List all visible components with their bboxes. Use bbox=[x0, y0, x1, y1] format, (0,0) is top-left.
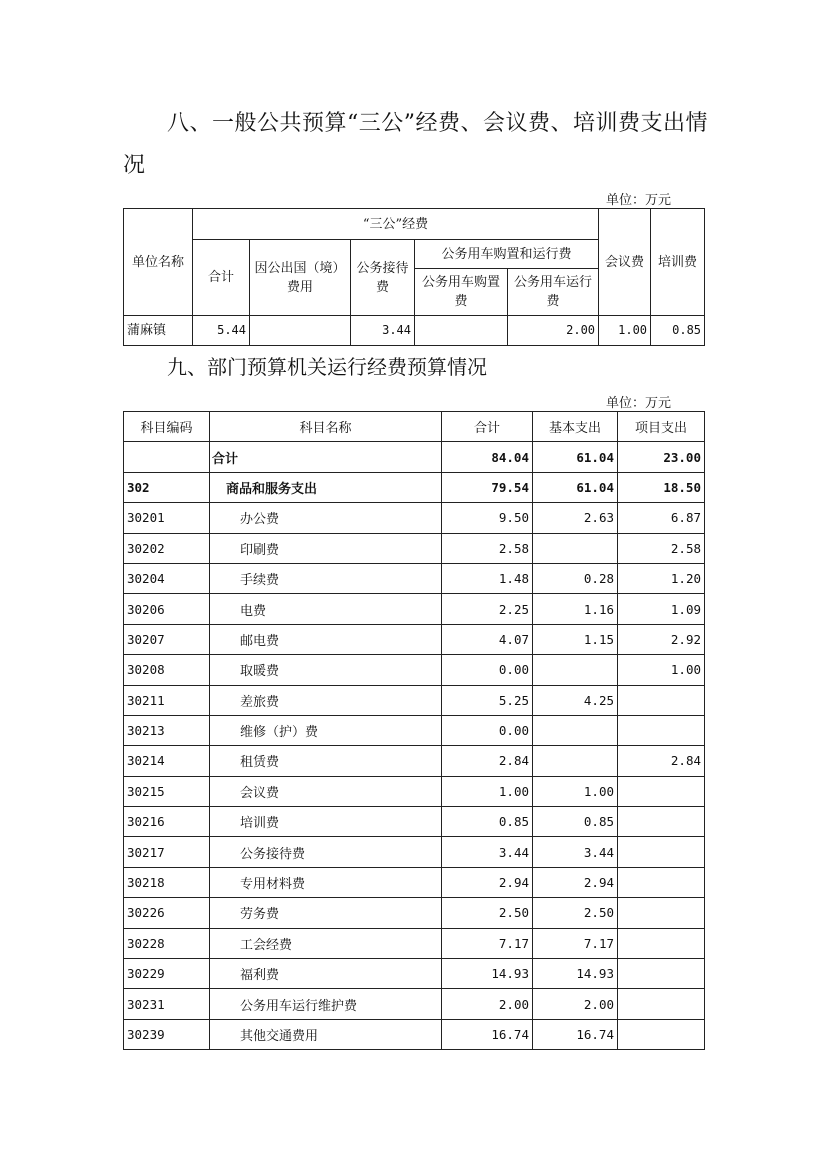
cell-reception: 3.44 bbox=[351, 316, 415, 346]
table-row bbox=[124, 898, 705, 928]
section8-title: 八、一般公共预算“三公”经费、会议费、培训费支出情况 bbox=[123, 111, 708, 178]
cell-basic bbox=[533, 746, 618, 776]
cell-basic: 7.17 bbox=[533, 928, 618, 958]
cell-basic: 61.04 bbox=[533, 442, 618, 472]
cell-total: 2.58 bbox=[442, 533, 533, 563]
cell-basic: 0.28 bbox=[533, 563, 618, 593]
table-row bbox=[124, 472, 705, 502]
table-row bbox=[124, 624, 705, 654]
header-basic: 基本支出 bbox=[533, 412, 618, 442]
cell-project: 1.09 bbox=[618, 594, 705, 624]
cell-code: 30213 bbox=[124, 715, 210, 745]
table-row bbox=[124, 563, 705, 593]
cell-project bbox=[618, 928, 705, 958]
cell-vehicle-run: 2.00 bbox=[508, 316, 599, 346]
cell-total: 2.25 bbox=[442, 594, 533, 624]
cell-project bbox=[618, 776, 705, 806]
header-total: 合计 bbox=[442, 412, 533, 442]
cell-name: 工会经费 bbox=[210, 928, 442, 958]
cell-basic: 2.50 bbox=[533, 898, 618, 928]
cell-code: 30217 bbox=[124, 837, 210, 867]
cell-code: 30202 bbox=[124, 533, 210, 563]
cell-abroad bbox=[250, 316, 351, 346]
cell-code: 30206 bbox=[124, 594, 210, 624]
cell-basic: 0.85 bbox=[533, 807, 618, 837]
cell-name: 电费 bbox=[210, 594, 442, 624]
header-reception: 公务接待费 bbox=[351, 240, 415, 316]
cell-basic: 16.74 bbox=[533, 1019, 618, 1049]
table-row bbox=[124, 959, 705, 989]
table-row bbox=[124, 316, 705, 346]
cell-code: 302 bbox=[124, 472, 210, 502]
cell-basic bbox=[533, 533, 618, 563]
cell-name: 福利费 bbox=[210, 959, 442, 989]
cell-code: 30218 bbox=[124, 867, 210, 897]
cell-total: 0.00 bbox=[442, 715, 533, 745]
cell-project bbox=[618, 959, 705, 989]
cell-name: 专用材料费 bbox=[210, 867, 442, 897]
cell-name: 手续费 bbox=[210, 563, 442, 593]
cell-project bbox=[618, 715, 705, 745]
cell-code: 30216 bbox=[124, 807, 210, 837]
header-sangong: “三公”经费 bbox=[193, 209, 599, 240]
cell-total: 2.84 bbox=[442, 746, 533, 776]
cell-total: 3.44 bbox=[442, 837, 533, 867]
table-row bbox=[124, 655, 705, 685]
cell-project: 18.50 bbox=[618, 472, 705, 502]
cell-name: 培训费 bbox=[210, 807, 442, 837]
cell-basic: 1.16 bbox=[533, 594, 618, 624]
cell-name: 商品和服务支出 bbox=[210, 472, 442, 502]
table-row bbox=[124, 1019, 705, 1049]
cell-basic: 1.15 bbox=[533, 624, 618, 654]
cell-project: 2.84 bbox=[618, 746, 705, 776]
cell-project bbox=[618, 867, 705, 897]
table-row bbox=[124, 442, 705, 472]
cell-total: 5.25 bbox=[442, 685, 533, 715]
cell-project bbox=[618, 837, 705, 867]
cell-basic: 3.44 bbox=[533, 837, 618, 867]
cell-project: 6.87 bbox=[618, 503, 705, 533]
cell-code bbox=[124, 442, 210, 472]
cell-name: 其他交通费用 bbox=[210, 1019, 442, 1049]
sangong-table bbox=[123, 208, 705, 346]
cell-name: 办公费 bbox=[210, 503, 442, 533]
table-row bbox=[124, 715, 705, 745]
cell-total: 5.44 bbox=[193, 316, 250, 346]
cell-project bbox=[618, 898, 705, 928]
header-vehicle-run: 公务用车运行费 bbox=[508, 269, 599, 316]
cell-code: 30207 bbox=[124, 624, 210, 654]
cell-code: 30215 bbox=[124, 776, 210, 806]
section9-title: 九、部门预算机关运行经费预算情况 bbox=[167, 355, 487, 379]
cell-total: 1.48 bbox=[442, 563, 533, 593]
cell-name: 合计 bbox=[210, 442, 442, 472]
table-row bbox=[124, 685, 705, 715]
cell-project bbox=[618, 807, 705, 837]
cell-total: 0.85 bbox=[442, 807, 533, 837]
cell-project: 1.20 bbox=[618, 563, 705, 593]
cell-total: 7.17 bbox=[442, 928, 533, 958]
cell-basic: 2.00 bbox=[533, 989, 618, 1019]
header-code: 科目编码 bbox=[124, 412, 210, 442]
cell-code: 30229 bbox=[124, 959, 210, 989]
header-project: 项目支出 bbox=[618, 412, 705, 442]
cell-code: 30239 bbox=[124, 1019, 210, 1049]
table-row bbox=[124, 776, 705, 806]
cell-total: 2.00 bbox=[442, 989, 533, 1019]
cell-project bbox=[618, 685, 705, 715]
table-row bbox=[124, 807, 705, 837]
table-row bbox=[124, 533, 705, 563]
cell-total: 2.50 bbox=[442, 898, 533, 928]
table-row bbox=[124, 989, 705, 1019]
cell-name: 印刷费 bbox=[210, 533, 442, 563]
cell-project bbox=[618, 989, 705, 1019]
cell-name: 邮电费 bbox=[210, 624, 442, 654]
cell-code: 30208 bbox=[124, 655, 210, 685]
table-row bbox=[124, 837, 705, 867]
cell-name: 会议费 bbox=[210, 776, 442, 806]
cell-name: 公务接待费 bbox=[210, 837, 442, 867]
cell-total: 2.94 bbox=[442, 867, 533, 897]
cell-project: 23.00 bbox=[618, 442, 705, 472]
cell-project: 1.00 bbox=[618, 655, 705, 685]
header-abroad: 因公出国（境）费用 bbox=[250, 240, 351, 316]
cell-basic: 2.94 bbox=[533, 867, 618, 897]
cell-project: 2.92 bbox=[618, 624, 705, 654]
section9-unit: 单位：万元 bbox=[605, 396, 671, 411]
header-vehicle-group: 公务用车购置和运行费 bbox=[415, 240, 599, 269]
table-row bbox=[124, 503, 705, 533]
cell-training: 0.85 bbox=[651, 316, 705, 346]
cell-code: 30231 bbox=[124, 989, 210, 1019]
cell-basic bbox=[533, 655, 618, 685]
cell-name: 公务用车运行维护费 bbox=[210, 989, 442, 1019]
cell-unit-name: 蒲麻镇 bbox=[124, 316, 193, 346]
cell-project bbox=[618, 1019, 705, 1049]
section8-unit: 单位：万元 bbox=[605, 193, 671, 208]
cell-project: 2.58 bbox=[618, 533, 705, 563]
cell-total: 84.04 bbox=[442, 442, 533, 472]
header-meeting: 会议费 bbox=[599, 209, 651, 316]
table-row bbox=[124, 594, 705, 624]
cell-basic: 4.25 bbox=[533, 685, 618, 715]
header-name: 科目名称 bbox=[210, 412, 442, 442]
header-unit-name: 单位名称 bbox=[124, 209, 193, 316]
cell-total: 14.93 bbox=[442, 959, 533, 989]
cell-total: 1.00 bbox=[442, 776, 533, 806]
cell-code: 30226 bbox=[124, 898, 210, 928]
header-total: 合计 bbox=[193, 240, 250, 316]
cell-code: 30214 bbox=[124, 746, 210, 776]
operating-cost-table bbox=[123, 411, 705, 1050]
cell-total: 4.07 bbox=[442, 624, 533, 654]
table-row bbox=[124, 867, 705, 897]
cell-vehicle-purchase bbox=[415, 316, 508, 346]
cell-total: 0.00 bbox=[442, 655, 533, 685]
cell-name: 租赁费 bbox=[210, 746, 442, 776]
header-row bbox=[124, 412, 705, 442]
cell-code: 30211 bbox=[124, 685, 210, 715]
header-vehicle-purchase: 公务用车购置费 bbox=[415, 269, 508, 316]
cell-name: 取暖费 bbox=[210, 655, 442, 685]
cell-total: 79.54 bbox=[442, 472, 533, 502]
table-row bbox=[124, 746, 705, 776]
cell-code: 30201 bbox=[124, 503, 210, 533]
cell-total: 16.74 bbox=[442, 1019, 533, 1049]
cell-basic bbox=[533, 715, 618, 745]
cell-name: 差旅费 bbox=[210, 685, 442, 715]
cell-code: 30204 bbox=[124, 563, 210, 593]
cell-basic: 2.63 bbox=[533, 503, 618, 533]
table-row bbox=[124, 928, 705, 958]
cell-meeting: 1.00 bbox=[599, 316, 651, 346]
cell-total: 9.50 bbox=[442, 503, 533, 533]
cell-code: 30228 bbox=[124, 928, 210, 958]
cell-basic: 1.00 bbox=[533, 776, 618, 806]
cell-name: 劳务费 bbox=[210, 898, 442, 928]
cell-basic: 14.93 bbox=[533, 959, 618, 989]
cell-name: 维修（护）费 bbox=[210, 715, 442, 745]
header-training: 培训费 bbox=[651, 209, 705, 316]
cell-basic: 61.04 bbox=[533, 472, 618, 502]
